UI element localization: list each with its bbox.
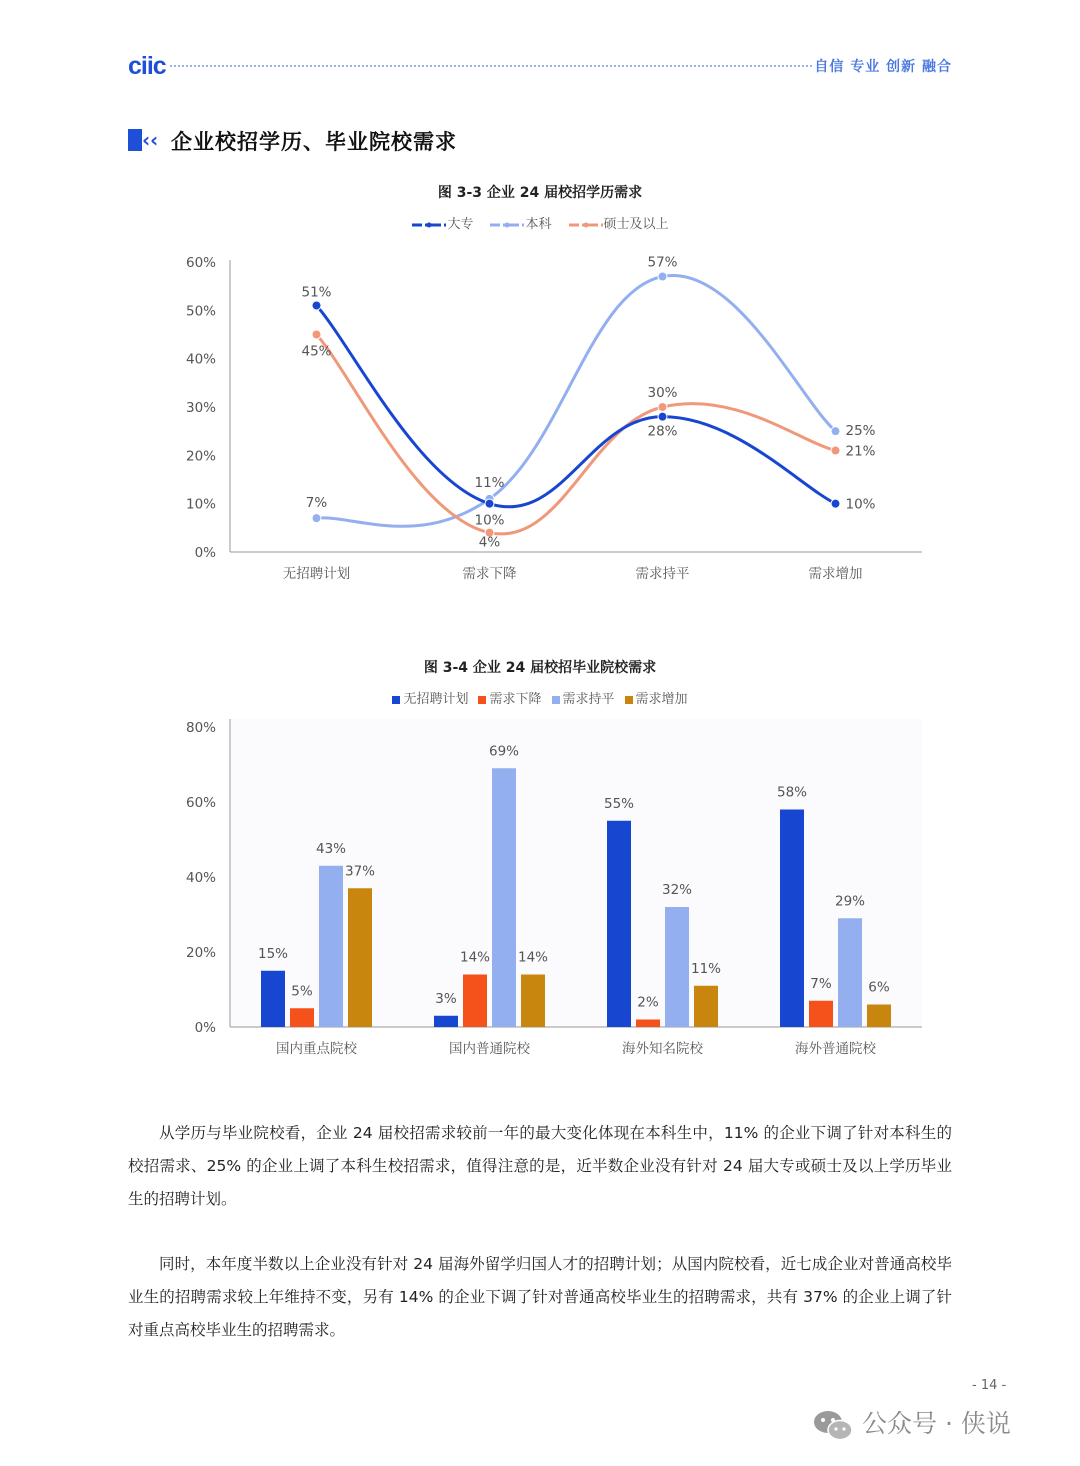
x-tick-label: 海外知名院校 [622, 1041, 703, 1057]
wechat-watermark [812, 1404, 1011, 1442]
section-marker-icon: ‹ ‹ [128, 129, 162, 151]
y-tick-label: 10% [185, 496, 216, 513]
watermark-text: 公众号 · 侠说 [862, 1409, 1011, 1438]
section-title: 企业校招学历、毕业院校需求 [171, 130, 457, 154]
bar [348, 888, 372, 1027]
series-line-0 [317, 306, 836, 507]
chart-1-title: 图 3-3 企业 24 届校招学历需求 [437, 185, 643, 201]
legend-item: 需求增加 [625, 688, 688, 707]
data-point [658, 403, 667, 412]
bar [521, 975, 545, 1028]
legend-square-icon [552, 696, 560, 704]
data-label: 29% [834, 893, 866, 910]
data-label: 7% [305, 495, 328, 512]
page-header [0, 0, 1080, 100]
data-label: 37% [344, 863, 376, 880]
bar [261, 971, 285, 1027]
data-point [485, 499, 494, 508]
data-label: 4% [478, 534, 501, 551]
bar [694, 986, 718, 1027]
data-label: 25% [845, 423, 876, 440]
bar [665, 907, 689, 1027]
y-tick-label: 20% [185, 448, 216, 465]
y-tick-label: 60% [185, 795, 216, 811]
x-tick-label: 需求持平 [635, 566, 690, 582]
data-label: 5% [291, 983, 313, 1000]
data-label: 11% [474, 474, 505, 491]
data-point [312, 330, 321, 339]
x-tick-label: 需求增加 [808, 566, 863, 582]
data-point [831, 446, 840, 455]
data-point [312, 514, 321, 523]
data-label: 32% [661, 882, 693, 898]
bar [607, 821, 631, 1027]
ciic-logo: ciic [128, 52, 166, 80]
legend-item: 大专 [411, 213, 473, 232]
line-chart-education [0, 240, 1080, 600]
bar [463, 975, 487, 1028]
legend-item: 无招聘计划 [392, 688, 468, 707]
data-label: 58% [776, 784, 808, 801]
x-tick-label: 海外普通院校 [795, 1041, 876, 1057]
data-label: 10% [474, 512, 505, 529]
bar [319, 866, 343, 1027]
y-tick-label: 80% [185, 720, 216, 736]
data-label: 14% [459, 949, 491, 966]
data-point [831, 499, 840, 508]
chart-1-legend [0, 213, 1080, 232]
data-label: 11% [690, 960, 722, 977]
y-tick-label: 0% [194, 1020, 216, 1036]
legend-item: 硕士及以上 [568, 213, 669, 232]
data-label: 43% [315, 840, 347, 857]
data-point [658, 272, 667, 281]
bar [867, 1005, 891, 1028]
bar [492, 768, 516, 1027]
bar [809, 1001, 833, 1027]
data-point [658, 412, 667, 421]
y-tick-label: 20% [185, 945, 216, 961]
body-paragraph-1: 从学历与毕业院校看，企业 24 届校招需求较前一年的最大变化体现在本科生中，11% 的企业下调了针对本科生的校招需求、25% 的企业上调了本科生校招需求，值得注意的是，近半数企业没有针对 24 届大专或硕士及以上学历毕业生的招聘计划。 [128, 1124, 952, 1208]
data-label: 6% [868, 979, 890, 996]
series-line-2 [317, 335, 836, 534]
data-label: 2% [637, 994, 659, 1011]
data-label: 3% [435, 990, 457, 1007]
body-paragraph-2: 同时，本年度半数以上企业没有针对 24 届海外留学归国人才的招聘计划；从国内院校看，近七成企业对普通高校毕业生的招聘需求较上年维持不变，另有 14% 的企业下调了针对普通高校毕业生的招聘需求，共有 37% 的企业上调了针对重点高校毕业生的招聘需求。 [128, 1255, 952, 1339]
bar-chart-schools [0, 705, 1080, 1075]
legend-line-icon [411, 220, 447, 230]
data-label: 21% [845, 443, 876, 460]
y-tick-label: 50% [185, 303, 216, 320]
bar [838, 918, 862, 1027]
y-tick-label: 40% [185, 870, 216, 886]
legend-item: 需求下降 [478, 688, 541, 707]
legend-square-icon [392, 696, 400, 704]
legend-item: 本科 [489, 213, 551, 232]
bar [636, 1020, 660, 1028]
x-tick-label: 国内重点院校 [276, 1041, 357, 1057]
data-label: 45% [301, 343, 332, 360]
bar [290, 1008, 314, 1027]
legend-line-icon [568, 220, 604, 230]
data-point [312, 301, 321, 310]
header-divider [170, 65, 812, 67]
data-label: 10% [845, 496, 876, 513]
bar [434, 1016, 458, 1027]
bar [780, 810, 804, 1028]
wechat-icon [812, 1408, 854, 1442]
legend-item: 需求持平 [552, 688, 615, 707]
data-label: 28% [647, 423, 678, 440]
x-tick-label: 无招聘计划 [282, 566, 351, 582]
legend-line-icon [489, 220, 525, 230]
y-tick-label: 40% [185, 351, 216, 368]
data-label: 51% [301, 284, 332, 301]
y-tick-label: 60% [185, 255, 216, 271]
y-tick-label: 0% [194, 545, 216, 561]
header-slogan: 自信 专业 创新 融合 [814, 59, 952, 75]
data-label: 57% [647, 254, 678, 271]
data-label: 7% [810, 975, 832, 992]
chart-2-title: 图 3-4 企业 24 届校招毕业院校需求 [423, 660, 657, 676]
data-label: 14% [517, 949, 549, 966]
x-tick-label: 需求下降 [462, 566, 517, 582]
x-tick-label: 国内普通院校 [449, 1041, 530, 1057]
y-tick-label: 30% [185, 400, 216, 416]
series-line-1 [317, 275, 836, 526]
page-number: - 14 - [972, 1378, 1007, 1393]
data-point [831, 427, 840, 436]
data-label: 55% [603, 795, 635, 812]
data-label: 69% [488, 743, 520, 760]
data-label: 30% [647, 385, 678, 401]
legend-square-icon [625, 696, 633, 704]
data-label: 15% [257, 945, 289, 962]
legend-square-icon [478, 696, 486, 704]
